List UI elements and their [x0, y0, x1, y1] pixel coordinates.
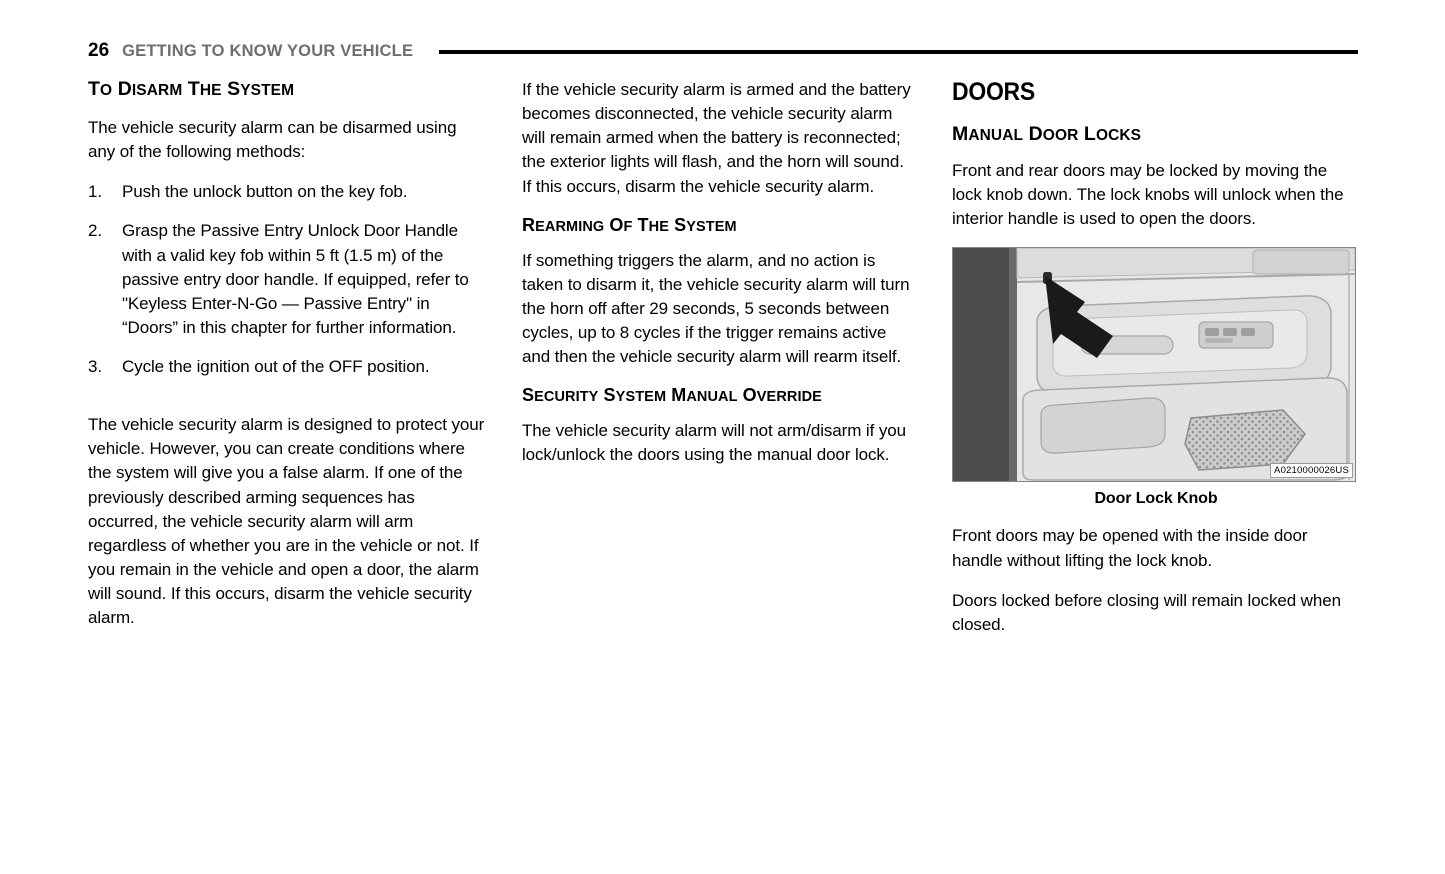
list-item [88, 355, 487, 379]
heading-to-disarm-the-system: TO DISARM THE SYSTEM [88, 78, 295, 100]
paragraph-rearming: If something triggers the alarm, and no action is taken to disarm it, the vehicle security alarm will turn the horn off after 29 seconds, 5 seconds between cycles, up to 8 cycles if the trigger remains active and then the vehicle security alarm will rearm itself. [522, 250, 910, 367]
list-item-text: Cycle the ignition out of the OFF position. [122, 357, 430, 376]
figure-code: A0210000026US [1270, 463, 1353, 478]
list-item-number: 1. [88, 182, 102, 202]
figure-door-lock-knob [952, 247, 1360, 508]
paragraph-battery-disconnect: If the vehicle security alarm is armed and the battery becomes disconnected, the vehicle security alarm will remain armed when the battery is reconnected; the exterior lights will flash, and the horn will sound. If this occurs, disarm the vehicle security alarm. [522, 80, 911, 196]
list-item [88, 180, 487, 204]
list-item-number: 2. [88, 221, 102, 241]
column-middle [522, 78, 952, 637]
list-item [88, 219, 487, 340]
page-number: 26 [88, 40, 110, 61]
page-columns [88, 78, 1360, 637]
door-panel-illustration [953, 248, 1355, 481]
heading-security-system-manual-override: SECURITY SYSTEM MANUAL OVERRIDE [522, 385, 822, 406]
paragraph-manual-door-locks: Front and rear doors may be locked by moving the lock knob down. The lock knobs will unlock when the interior handle is used to open the doors. [952, 161, 1344, 229]
list-item-number: 3. [88, 357, 102, 376]
paragraph-disarm-closing: The vehicle security alarm is designed to protect your vehicle. However, you can create conditions where the system will give you a false alarm. If one of the previously described arming sequences has occurred, the vehicle security alarm will arm regardless of whether you are in the vehicle or not. If you remain in the vehicle and open a door, the alarm will sound. If this occurs, disarm the vehicle security alarm. [88, 415, 485, 628]
page-header [88, 36, 1358, 66]
paragraph-front-doors: Front doors may be opened with the inside door handle without lifting the lock knob. [952, 526, 1308, 570]
list-item-text: Push the unlock button on the key fob. [122, 182, 408, 202]
heading-manual-door-locks: MANUAL DOOR LOCKS [952, 123, 1142, 145]
paragraph-manual-override: The vehicle security alarm will not arm/disarm if you lock/unlock the doors using the manual door lock. [522, 421, 906, 465]
column-right [952, 78, 1360, 637]
heading-rearming-of-the-system: REARMING OF THE SYSTEM [522, 214, 737, 235]
list-item-text: Grasp the Passive Entry Unlock Door Handle with a valid key fob within 5 ft (1.5 m) of the passive entry door handle. If equipped, refer to "Keyless Enter-N-Go — Passive Entry" in “Doors” in this chapter for further information. [122, 221, 469, 337]
spacer [88, 395, 487, 413]
paragraph-doors-locked: Doors locked before closing will remain locked when closed. [952, 590, 1341, 634]
figure-caption: Door Lock Knob [1094, 490, 1218, 508]
paragraph-disarm-intro: The vehicle security alarm can be disarmed using any of the following methods: [88, 118, 457, 162]
page-title: GETTING TO KNOW YOUR VEHICLE [122, 41, 414, 60]
column-left [88, 78, 522, 637]
disarm-methods-list [88, 180, 487, 379]
spacer [952, 508, 1360, 524]
heading-doors: DOORS [952, 78, 1035, 106]
header-rule [439, 50, 1358, 54]
figure-frame [952, 247, 1356, 482]
